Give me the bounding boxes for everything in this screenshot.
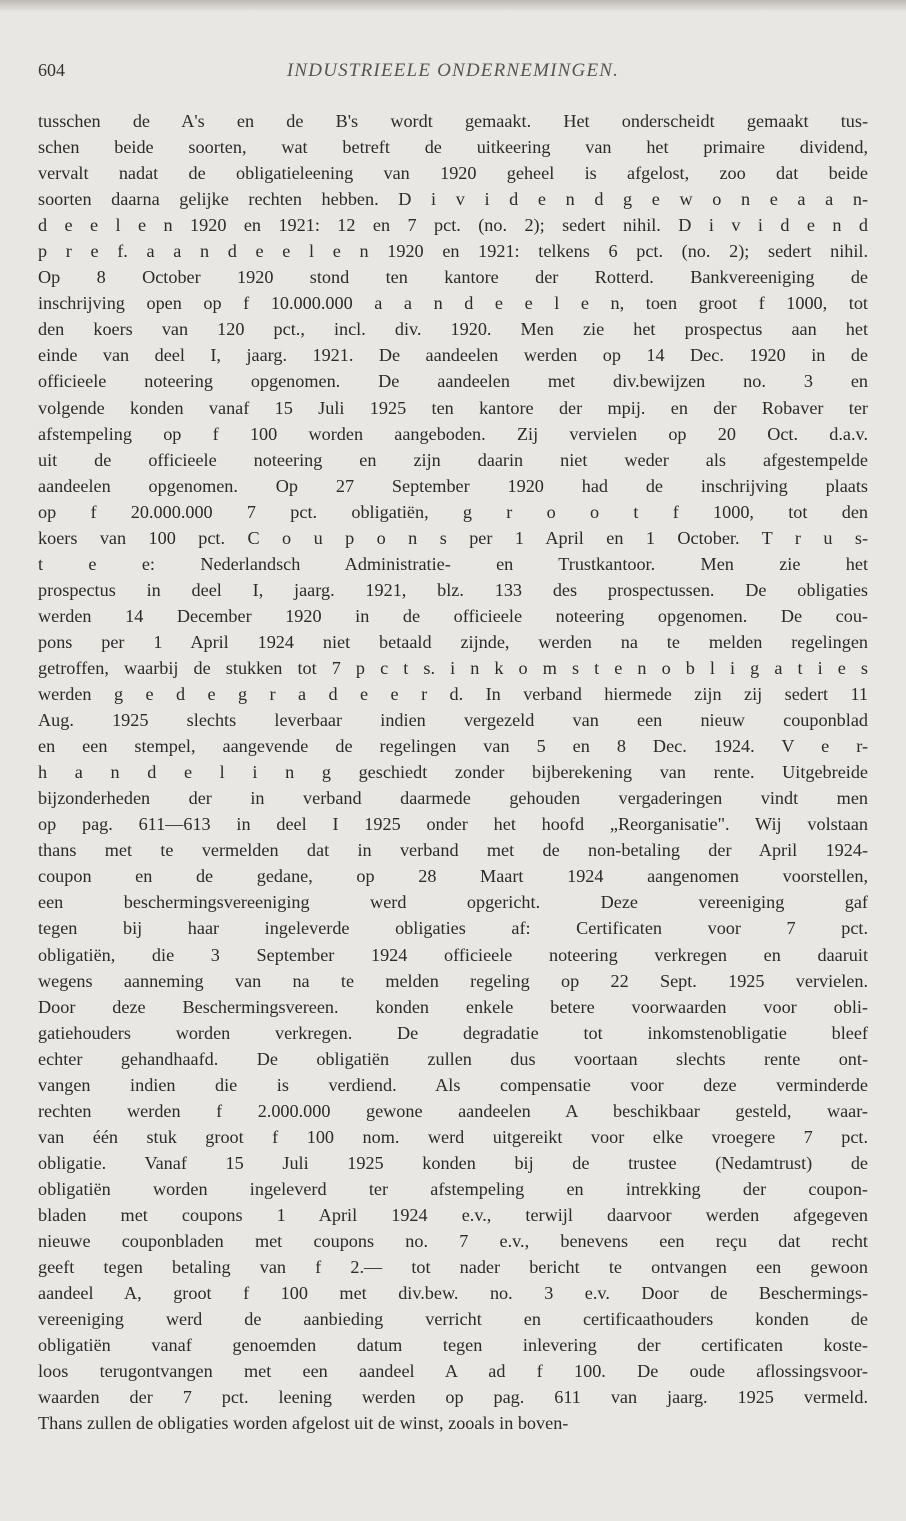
text-line: aandeel A, groot f 100 met div.bew. no. 3 e.v. Door de Beschermings- xyxy=(38,1283,868,1304)
scan-edge-shadow xyxy=(0,0,906,12)
text-line: soorten daarna gelijke rechten hebben. D i v i d e n d g e w o n e a a n- xyxy=(38,189,868,210)
text-line: rechten werden f 2.000.000 gewone aandeelen A beschikbaar gesteld, waar- xyxy=(38,1100,868,1121)
text-line: loos terugontvangen met een aandeel A ad f 100. De oude aflossingsvoor- xyxy=(38,1361,868,1382)
text-line: bijzonderheden der in verband daarmede gehouden vergaderingen vindt men xyxy=(38,788,868,809)
text-line: wegens aanneming van na te melden regeling op 22 Sept. 1925 vervielen. xyxy=(38,970,868,991)
text-line: een beschermingsvereeniging werd opgericht. Deze vereeniging gaf xyxy=(38,892,868,913)
text-line: Thans zullen de obligaties worden afgelost uit de winst, zooals in boven- xyxy=(38,1413,569,1434)
text-line: pons per 1 April 1924 niet betaald zijnde, werden na te melden regelingen xyxy=(38,631,868,652)
text-line: schen beide soorten, wat betreft de uitkeering van het primaire dividend, xyxy=(38,137,868,158)
text-line: vervalt nadat de obligatieleening van 1920 geheel is afgelost, zoo dat beide xyxy=(38,163,868,184)
text-line: vereeniging werd de aanbieding verricht en certificaathouders konden de xyxy=(38,1309,868,1330)
text-line: werden 14 December 1920 in de officieele noteering opgenomen. De cou- xyxy=(38,605,868,626)
text-line: Door deze Beschermingsvereen. konden enkele betere voorwaarden voor obli- xyxy=(38,996,868,1017)
text-line: afstempeling op f 100 worden aangeboden. Zij vervielen op 20 Oct. d.a.v. xyxy=(38,423,868,444)
text-line: tegen bij haar ingeleverde obligaties af: Certificaten voor 7 pct. xyxy=(38,918,868,939)
text-line: obligatie. Vanaf 15 Juli 1925 konden bij de trustee (Nedamtrust) de xyxy=(38,1152,868,1173)
text-line: van één stuk groot f 100 nom. werd uitgereikt voor elke vroegere 7 pct. xyxy=(38,1126,868,1147)
text-line: nieuwe couponbladen met coupons no. 7 e.v., benevens een reçu dat recht xyxy=(38,1231,868,1252)
text-line: en een stempel, aangevende de regelingen van 5 en 8 Dec. 1924. V e r- xyxy=(38,736,868,757)
text-line: coupon en de gedane, op 28 Maart 1924 aangenomen voorstellen, xyxy=(38,866,868,887)
running-title: INDUSTRIEELE ONDERNEMINGEN. xyxy=(286,60,620,81)
text-line: officieele noteering opgenomen. De aandeelen met div.bewijzen no. 3 en xyxy=(38,371,868,392)
text-line: einde van deel I, jaarg. 1921. De aandeelen werden op 14 Dec. 1920 in de xyxy=(38,345,868,366)
text-line: bladen met coupons 1 April 1924 e.v., terwijl daarvoor werden afgegeven xyxy=(38,1204,868,1225)
text-line: den koers van 120 pct., incl. div. 1920. Men zie het prospectus aan het xyxy=(38,319,868,340)
text-line: h a n d e l i n g geschiedt zonder bijberekening van rente. Uitgebreide xyxy=(38,762,868,783)
text-line: volgende konden vanaf 15 Juli 1925 ten kantore der mpij. en der Robaver ter xyxy=(38,397,868,418)
text-line: getroffen, waarbij de stukken tot 7 p c t s. i n k o m s t e n o b l i g a t i e s xyxy=(38,657,868,678)
text-line: thans met te vermelden dat in verband met de non-betaling der April 1924- xyxy=(38,840,868,861)
text-line: t e e: Nederlandsch Administratie- en Trustkantoor. Men zie het xyxy=(38,553,868,574)
text-line: geeft tegen betaling van f 2.— tot nader bericht te ontvangen een gewoon xyxy=(38,1257,868,1278)
text-line: Op 8 October 1920 stond ten kantore der Rotterd. Bankvereeniging de xyxy=(38,267,868,288)
text-line: tusschen de A's en de B's wordt gemaakt. Het onderscheidt gemaakt tus- xyxy=(38,111,868,131)
text-line: op f 20.000.000 7 pct. obligatiën, g r o o t f 1000, tot den xyxy=(38,501,868,522)
text-line: uit de officieele noteering en zijn daarin niet weder als afgestempelde xyxy=(38,449,868,470)
text-line: vangen indien die is verdiend. Als compensatie voor deze verminderde xyxy=(38,1074,868,1095)
text-line: koers van 100 pct. C o u p o n s per 1 April en 1 October. T r u s- xyxy=(38,527,868,548)
text-line: Aug. 1925 slechts leverbaar indien vergezeld van een nieuw couponblad xyxy=(38,710,868,731)
text-line: obligatiën vanaf genoemden datum tegen inlevering der certificaten koste- xyxy=(38,1335,868,1356)
text-line: obligatiën worden ingeleverd ter afstempeling en intrekking der coupon- xyxy=(38,1178,868,1199)
page-header xyxy=(38,60,868,90)
text-line: gatiehouders worden verkregen. De degradatie tot inkomstenobligatie bleef xyxy=(38,1022,868,1043)
body-text xyxy=(38,108,868,1498)
text-line: p r e f. a a n d e e l e n 1920 en 1921: telkens 6 pct. (no. 2); sedert nihil. xyxy=(38,241,868,262)
text-line: obligatiën, die 3 September 1924 officieele noteering verkregen en daaruit xyxy=(38,944,868,965)
text-line: echter gehandhaafd. De obligatiën zullen dus voortaan slechts rente ont- xyxy=(38,1048,868,1069)
text-line: prospectus in deel I, jaarg. 1921, blz. 133 des prospectussen. De obligaties xyxy=(38,579,868,600)
text-line: aandeelen opgenomen. Op 27 September 1920 had de inschrijving plaats xyxy=(38,475,868,496)
text-line: werden g e d e g r a d e e r d. In verband hiermede zijn zij sedert 11 xyxy=(38,684,868,705)
text-line: inschrijving open op f 10.000.000 a a n d e e l e n, toen groot f 1000, tot xyxy=(38,293,868,314)
text-line: waarden der 7 pct. leening werden op pag. 611 van jaarg. 1925 vermeld. xyxy=(38,1387,868,1408)
text-line: d e e l e n 1920 en 1921: 12 en 7 pct. (no. 2); sedert nihil. D i v i d e n d xyxy=(38,215,868,236)
page-number: 604 xyxy=(38,60,65,80)
text-line: op pag. 611—613 in deel I 1925 onder het hoofd „Reorganisatie". Wij volstaan xyxy=(38,814,868,835)
